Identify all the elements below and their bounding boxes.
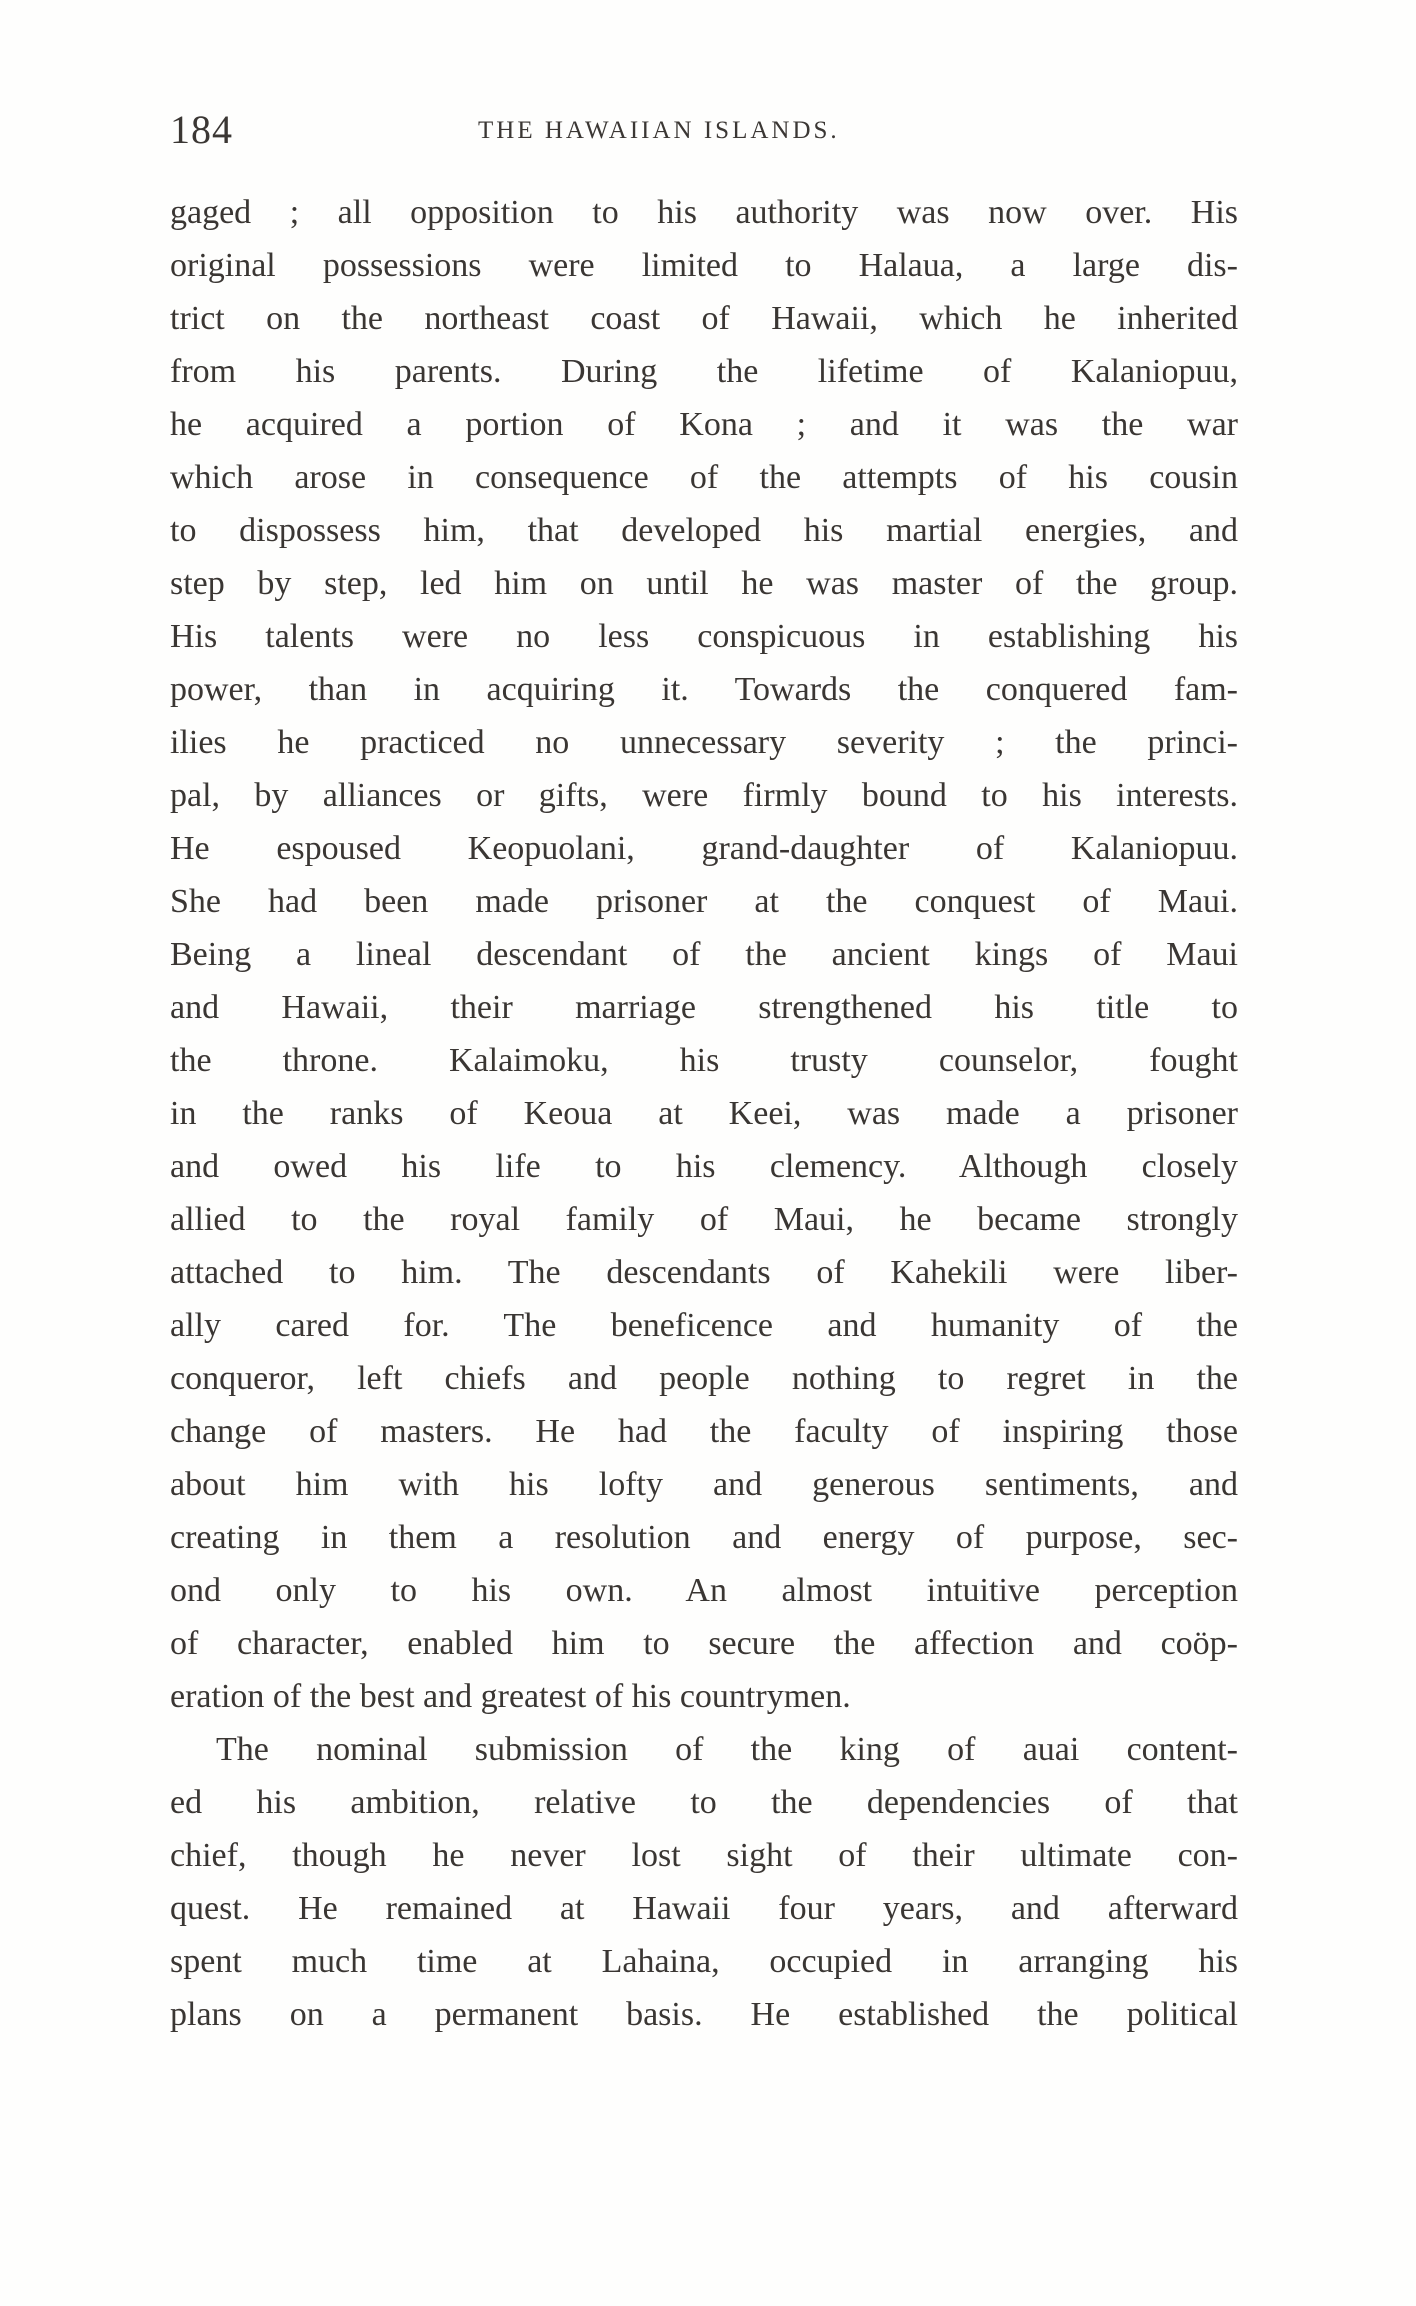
paragraph-2 — [170, 1723, 1238, 2041]
text-line: in the ranks of Keoua at Keei, was made a prisoner — [170, 1095, 1238, 1132]
text-line: gaged ; all opposition to his authority was now over. His — [170, 194, 1238, 231]
text-line: and Hawaii, their marriage strengthened his title to — [170, 989, 1238, 1026]
text-line: he acquired a portion of Kona ; and it was the war — [170, 406, 1238, 443]
text-line: His talents were no less conspicuous in establishing his — [170, 618, 1238, 655]
text-line: trict on the northeast coast of Hawaii, which he inherited — [170, 300, 1238, 337]
text-line: the throne. Kalaimoku, his trusty counselor, fought — [170, 1042, 1238, 1079]
text-line: to dispossess him, that developed his martial energies, and — [170, 512, 1238, 549]
text-line: chief, though he never lost sight of their ultimate con- — [170, 1837, 1238, 1874]
text-line: creating in them a resolution and energy of purpose, sec- — [170, 1519, 1238, 1556]
text-line: The nominal submission of the king of auai content- — [216, 1731, 1238, 1768]
text-line: pal, by alliances or gifts, were firmly bound to his interests. — [170, 777, 1238, 814]
text-line: allied to the royal family of Maui, he became strongly — [170, 1201, 1238, 1238]
text-line: She had been made prisoner at the conquest of Maui. — [170, 883, 1238, 920]
text-line: attached to him. The descendants of Kahekili were liber- — [170, 1254, 1238, 1291]
text-line: eration of the best and greatest of his countrymen. — [170, 1678, 851, 1715]
text-line: spent much time at Lahaina, occupied in arranging his — [170, 1943, 1238, 1980]
text-line: ally cared for. The beneficence and humanity of the — [170, 1307, 1238, 1344]
text-line: and owed his life to his clemency. Although closely — [170, 1148, 1238, 1185]
text-line: original possessions were limited to Halaua, a large dis- — [170, 247, 1238, 284]
text-line: plans on a permanent basis. He established the political — [170, 1996, 1238, 2033]
text-line: ond only to his own. An almost intuitive perception — [170, 1572, 1238, 1609]
text-line: Being a lineal descendant of the ancient kings of Maui — [170, 936, 1238, 973]
text-line: of character, enabled him to secure the affection and coöp- — [170, 1625, 1238, 1662]
page-header — [170, 100, 1238, 160]
text-line: quest. He remained at Hawaii four years, and afterward — [170, 1890, 1238, 1927]
running-title: THE HAWAIIAN ISLANDS. — [478, 117, 840, 144]
text-line: from his parents. During the lifetime of Kalaniopuu, — [170, 353, 1238, 390]
text-line: which arose in consequence of the attempts of his cousin — [170, 459, 1238, 496]
page-number: 184 — [170, 107, 233, 152]
body-text — [170, 186, 1238, 2041]
text-line: conqueror, left chiefs and people nothing to regret in the — [170, 1360, 1238, 1397]
paragraph-1 — [170, 186, 1238, 1723]
text-line: ed his ambition, relative to the dependencies of that — [170, 1784, 1238, 1821]
text-line: He espoused Keopuolani, grand-daughter of Kalaniopuu. — [170, 830, 1238, 867]
text-line: ilies he practiced no unnecessary severity ; the princi- — [170, 724, 1238, 761]
text-line: step by step, led him on until he was master of the group. — [170, 565, 1238, 602]
text-line: power, than in acquiring it. Towards the conquered fam- — [170, 671, 1238, 708]
text-line: about him with his lofty and generous sentiments, and — [170, 1466, 1238, 1503]
text-line: change of masters. He had the faculty of inspiring those — [170, 1413, 1238, 1450]
